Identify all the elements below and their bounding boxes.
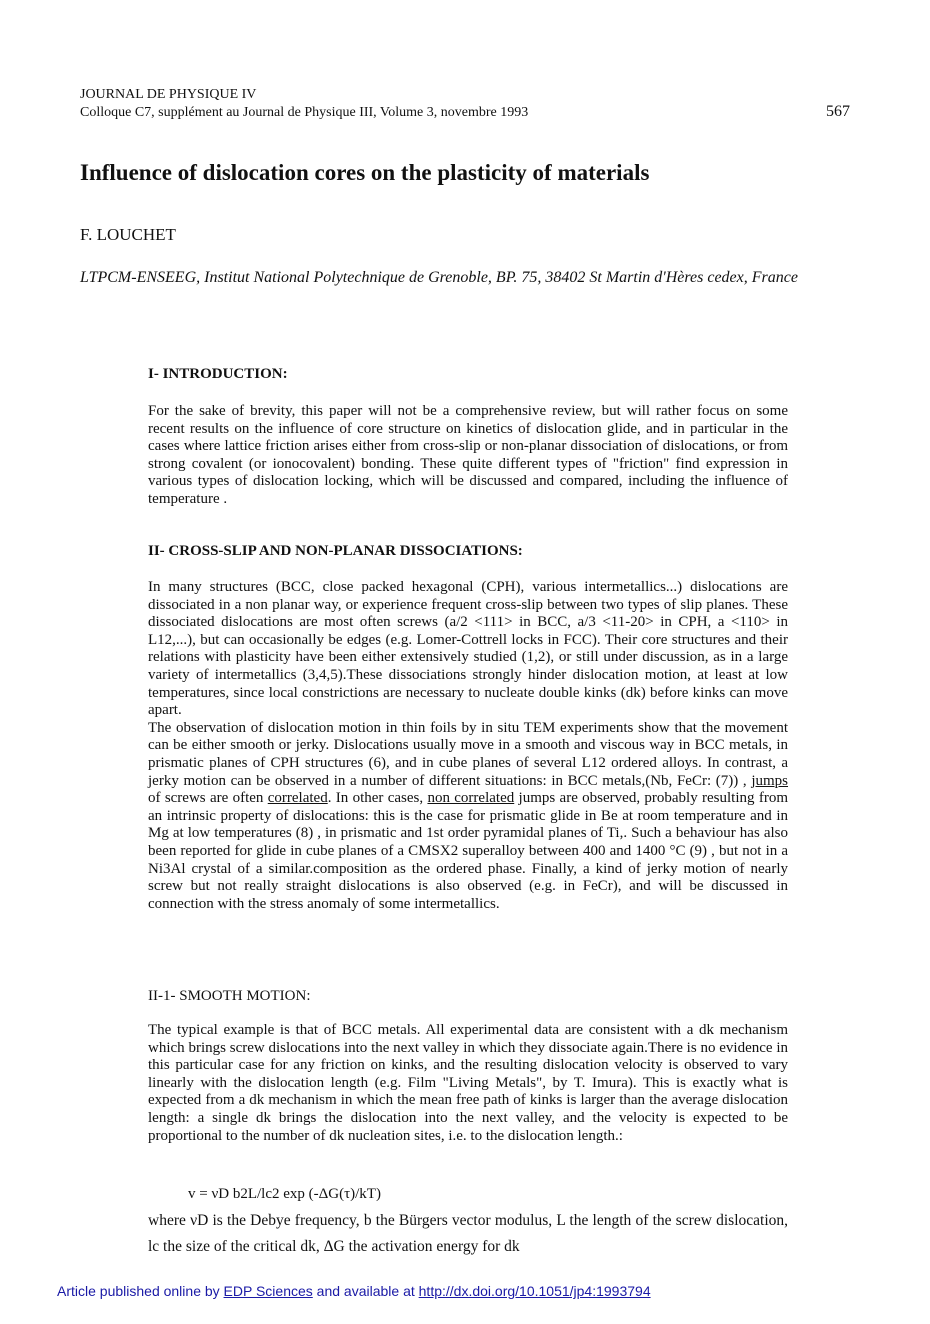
smooth-motion-paragraph: The typical example is that of BCC metals. All experimental data are consistent with a dk mechanism which brings screw dislocations into the next valley in which they dissociate again.There is no evidence in this particular case for any friction on kinks, and the resulting dislocation velocity is observed to vary linearly with the dislocation length (e.g. Film "Living Metals", by T. Imura). This is exactly what is expected from a dk mechanism in which the mean free path of kinks is larger than the average dislocation length: a single dk brings the dislocation into the next valley, and the velocity is expected to be proportional to the number of dk nucleation sites, i.e. to the dislocation length.: — [148, 1022, 788, 1144]
footer-prefix: Article published online by — [57, 1283, 224, 1299]
text-run: . In other cases, — [327, 790, 428, 807]
page-number: 567 — [826, 103, 850, 120]
text-run: jumps are observed, probably resulting from an intrinsic property of dislocations: this is the case for prismatic glide in Be at room temperature and in Mg at low temperatures (8) , in prismatic and 1st order pyramidal planes of Ti,. Such a behaviour has also been reported for glide in cube planes of a CMSX2 superalloy between 400 and 1400 °C (9) , but not in a Ni3Al crystal of a similar.composition as the ordered phase. Finally, a kind of jerky motion of nearly screw but not really straight dislocations is also observed (e.g. in FeCr), and will be discussed in connection with the stress anomaly of some intermetallics. — [148, 790, 788, 912]
author: F. LOUCHET — [80, 225, 176, 244]
cross-slip-paragraph-1: In many structures (BCC, close packed hexagonal (CPH), various intermetallics...) dislocations are dissociated in a non planar way, or experience frequent cross-slip between two types of slip planes. These dissociated dislocations are most often screws (a/2 <111> in BCC, a/3 <11-20> in CPH, a <110> in L12,...), but can occasionally be edges (e.g. Lomer-Cottrell locks in FCC). Their core structures and their relations with plasticity have been either extensively studied (1,2), or still under discussion, as in a large variety of intermetallics (3,4,5).These dissociations strongly hinder dislocation motion, at least at low temperatures, since local constrictions are necessary to nucleate double kinks (dk) before kinks can move apart. — [148, 579, 788, 719]
underlined-term: correlated — [267, 790, 328, 807]
doi-link[interactable]: http://dx.doi.org/10.1051/jp4:1993794 — [418, 1283, 651, 1299]
publication-footer — [57, 1283, 651, 1299]
underlined-term: non correlated — [427, 790, 515, 807]
text-run: The observation of dislocation motion in thin foils by in situ TEM experiments show that the movement can be either smooth or jerky. Dislocations usually move in a smooth and viscous way in BCC metals, in prismatic planes of CPH structures (6), and in cube planes of several L12 ordered alloys. In contrast, a jerky motion can be observed in a number of different situations: in BCC metals,(Nb, FeCr: (7)) , — [148, 719, 788, 789]
text-run: of screws are often — [148, 790, 268, 807]
formula-explanation: where νD is the Debye frequency, b the Bürgers vector modulus, L the length of the screw dislocation, lc the size of the critical dk, ΔG the activation energy for dk — [148, 1212, 788, 1255]
colloque-line: Colloque C7, supplément au Journal de Physique III, Volume 3, novembre 1993 — [80, 105, 529, 120]
footer-middle: and available at — [312, 1283, 419, 1299]
cross-slip-heading: II- CROSS-SLIP AND NON-PLANAR DISSOCIATIONS: — [148, 543, 523, 559]
journal-name: JOURNAL DE PHYSIQUE IV — [80, 87, 257, 102]
edp-sciences-link[interactable]: EDP Sciences — [223, 1283, 313, 1299]
intro-paragraph: For the sake of brevity, this paper will not be a comprehensive review, but will rather focus on some recent results on the influence of core structure on kinetics of dislocation glide, and in particular in the cases where lattice friction arises either from cross-slip or non-planar dissociation of dislocations, or from strong covalent (or ionocovalent) bonding. These quite different types of "friction" find expression in various types of dislocation locking, which will be discussed and compared, including the influence of temperature . — [148, 403, 788, 507]
intro-heading: I- INTRODUCTION: — [148, 366, 288, 382]
smooth-motion-heading: II-1- SMOOTH MOTION: — [148, 988, 311, 1004]
velocity-formula: v = νD b2L/lc2 exp (-ΔG(τ)/kT) — [188, 1186, 381, 1202]
paper-title: Influence of dislocation cores on the plasticity of materials — [80, 160, 650, 185]
cross-slip-paragraph-2 — [148, 720, 788, 914]
underlined-term: jumps — [751, 772, 789, 789]
cross-slip-body — [148, 579, 788, 913]
affiliation: LTPCM-ENSEEG, Institut National Polytechnique de Grenoble, BP. 75, 38402 St Martin d'Hères cedex, France — [80, 269, 798, 286]
